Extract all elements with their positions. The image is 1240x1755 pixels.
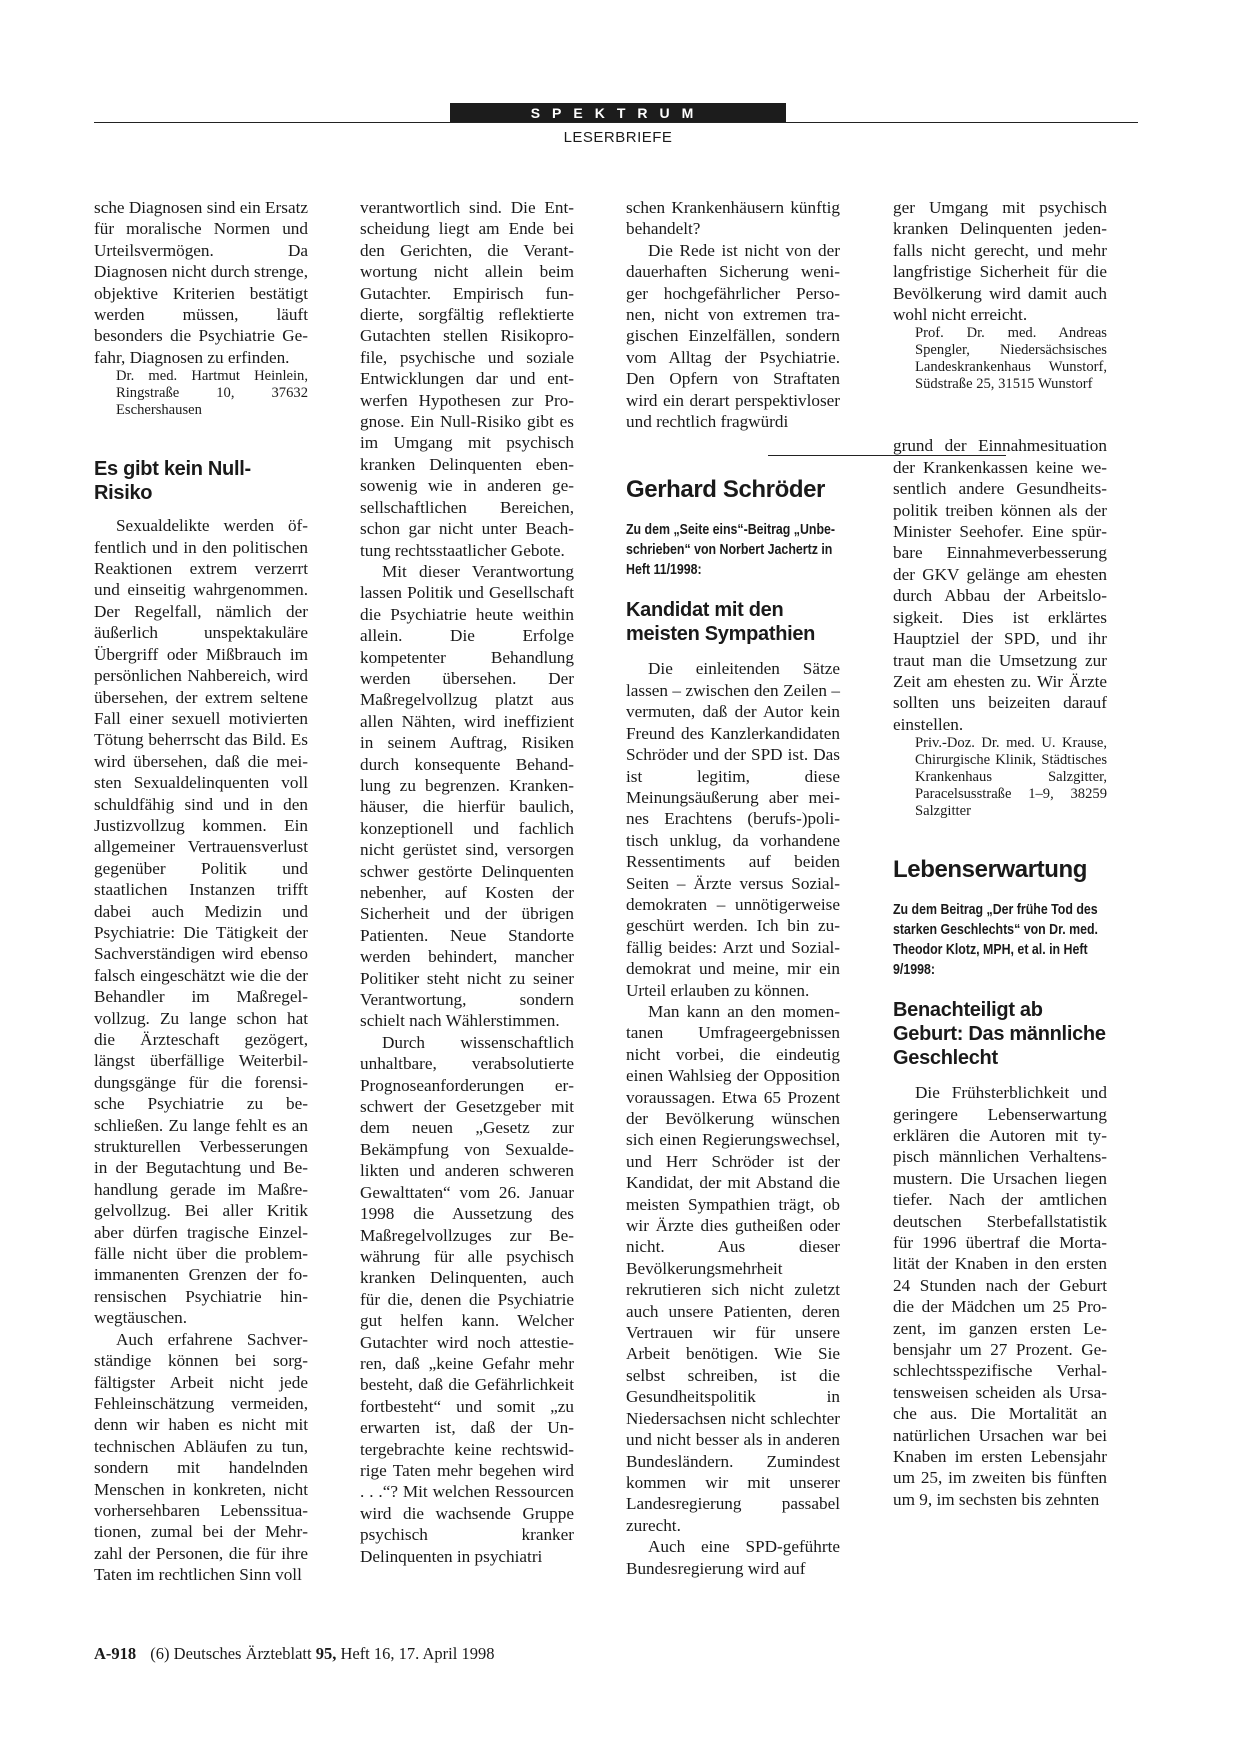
section-heading: Lebenserwartung [893, 856, 1088, 884]
column-4 [893, 197, 1107, 1510]
letter-paragraph: Auch erfahrene Sachverständige können bei sorgfältigster Arbeit nicht jede Fehleinschätzung vermeiden, denn wir haben es nicht mit technischen Abläufen zu tun, sondern mit handelnden Menschen in konkreten, nicht vorhersehbaren Lebenssituationen, zumal bei der Mehrzahl der Personen, die für ihre Taten im rechtlichen Sinn voll [94, 1329, 308, 1585]
letter-signature: Dr. med. Hartmut Heinlein, Ringstraße 10, 37632 Eschershausen [116, 368, 308, 419]
page-number: A-918 [94, 1644, 137, 1663]
citation-volume: 95, [315, 1644, 337, 1663]
citation-suffix: Heft 16, 17. April 1998 [340, 1644, 495, 1663]
column-3 [626, 197, 840, 1579]
article-heading: Kandidat mit den meisten Sympathien [626, 599, 816, 646]
letter-paragraph: Auch eine SPD-geführte Bundesregierung wird auf [626, 1537, 840, 1578]
letter-paragraph: grund der Einnahmesituation der Krankenkassen keine wesentlich andere Gesundheitspolitik treiben können als der Minister Seehofer. Eine spürbare Einnahmeverbesserung der GKV gelänge am ehesten durch Abbau der Arbeitslosigkeit. Dies ist erklärtes Hauptziel der SPD, und ihr traut man die Umsetzung zur Zeit am ehesten zu. Wir Ärzte sollten uns beizeiten darauf einstellen. [893, 436, 1107, 734]
letter-paragraph: Die Rede ist nicht von der dauerhaften Sicherung weniger hochgefährlicher Personen, nicht von extremen tragischen Einzelfällen, sondern vom Alltag der Psychiatrie. Den Opfern von Straftaten wird ein derart perspektivloser und rechtlich fragwürdi [626, 240, 840, 432]
subsection-title: LESERBRIEFE [563, 129, 673, 146]
letter-paragraph: Durch wissenschaftlich unhaltbare, verabsolutierte Prognoseanforderungen erschwert der Gesetzgeber mit dem neuen „Gesetz zur Bekämpfung von Sexualdelikten und anderen schweren Gewalttaten“ vom 26. Januar 1998 die Aussetzung des Maßregelvollzuges zur Bewährung für alle psychisch kranken Delinquenten, auch für die, denen die Psychiatrie gut helfen kann. Welcher Gutachter wird noch attestieren, daß „keine Gefahr mehr besteht, daß die Gefährlichkeit fortbesteht“ und somit „zu erwarten ist, daß der Untergebrachte keine rechtswidrige Taten mehr begehen wird . . .“? Mit welchen Ressourcen wird die wachsende Gruppe psychisch kranker Delinquenten in psychiatri [360, 1032, 574, 1566]
letter-paragraph: verantwortlich sind. Die Entscheidung liegt am Ende bei den Gerichten, die Verantwortung nicht allein beim Gutachter. Empirisch fundierte, sorgfältig reflektierte Gutachten stellen Risikoprofile, psychische und soziale Entwicklungen dar und entwerfen Hypothesen zur Prognose. Ein Null-Risiko gibt es im Umgang mit psychisch kranken Delinquenten ebensowenig wie in anderen gesellschaftlichen Bereichen, schon gar nicht unter Beachtung rechtsstaatlicher Gebote. [360, 198, 574, 560]
reference-line: Zu dem Beitrag „Der frühe Tod des starken Geschlechts“ von Dr. med. Theodor Klotz, MPH, et al. in Heft 9/1998: [893, 902, 1098, 979]
citation-prefix: (6) Deutsches Ärzteblatt [150, 1644, 312, 1663]
letter-paragraph: Die Frühsterblichkeit und geringere Lebenserwartung erklären die Autoren mit typisch männlichen Verhaltensmustern. Die Ursachen liegen tiefer. Nach der amtlichen deutschen Sterbefallstatistik für 1996 übertraf die Mortalität der Knaben in den ersten 24 Stunden nach der Geburt die der Mädchen um 25 Prozent, im ganzen ersten Lebensjahr um 27 Prozent. Geschlechtsspezifische Verhaltensweisen scheiden als Ursache aus. Die Mortalität an natürlichen Ursachen war bei Knaben im ersten Lebensjahr um 25, im zweiten bis fünften um 9, im sechsten bis zehnten [893, 1083, 1107, 1509]
column-2 [360, 197, 574, 1567]
letter-paragraph: schen Krankenhäusern künftig behandelt? [626, 198, 840, 239]
reference-line: Zu dem „Seite eins“-Beitrag „Unbeschrieben“ von Norbert Jachertz in Heft 11/1998: [626, 522, 836, 579]
page-footer [94, 1644, 494, 1664]
letter-paragraph: Man kann an den momentanen Umfrageergebnissen nicht vorbei, die eindeutig einen Wahlsieg der Opposition voraussagen. Etwa 65 Prozent der Bevölkerung wünschen sich einen Regierungswechsel, und Herr Schröder ist der Kandidat, der mit Abstand die meisten Sympathien trägt, ob wir Ärzte dies gutheißen oder nicht. Aus dieser Bevölkerungsmehrheit rekrutieren sich nicht zuletzt auch unsere Patienten, deren Vertrauen wir für unsere Arbeit benötigen. Wie Sie selbst schreiben, ist die Gesundheitspolitik in Niedersachsen nicht schlechter und nicht besser als in anderen Bundesländern. Zumindest kommen wir mit unserer Landesregierung passabel zurecht. [626, 1001, 840, 1535]
letter-paragraph: Die einleitenden Sätze lassen – zwischen den Zeilen – vermuten, daß der Autor kein Freund des Kanzlerkandidaten Schröder und der SPD ist. Das ist legitim, diese Meinungsäußerung aber meines Erachtens (berufs-)politisch unklug, da vorhandene Ressentiments auf beiden Seiten – Ärzte versus Sozialdemokraten – unnötigerweise geschürt werden. Ich bin zufällig beides: Arzt und Sozialdemokrat und meine, mir ein Urteil erlauben zu können. [626, 659, 840, 1000]
letter-paragraph: sche Diagnosen sind ein Ersatz für moralische Normen und Urteilsvermögen. Da Diagnosen nicht durch strenge, objektive Kriterien bestätigt werden müssen, läuft besonders die Psychiatrie Gefahr, Diagnosen zu erfinden. [94, 198, 308, 367]
article-heading: Benachteiligt ab Geburt: Das männliche Geschlecht [893, 999, 1106, 1070]
column-1 [94, 197, 308, 1586]
section-title: SPEKTRUM [450, 103, 786, 123]
letter-paragraph: ger Umgang mit psychisch kranken Delinquenten jedenfalls nicht gerecht, und mehr langfristige Sicherheit für die Bevölkerung wird damit auch wohl nicht erreicht. [893, 198, 1107, 325]
letter-signature: Prof. Dr. med. Andreas Spengler, Niedersächsisches Landeskrankenhaus Wunstorf, Südstraße 25, 31515 Wunstorf [915, 325, 1107, 393]
letter-paragraph: Sexualdelikte werden öffentlich und in den politischen Reaktionen extrem verzerrt und einseitig wahrgenommen. Der Regelfall, nämlich der äußerlich unspektakuläre Übergriff oder Mißbrauch im persönlichen Nahbereich, wird übersehen, der extrem seltene Fall einer sexuell motivierten Tötung beherrscht das Bild. Es wird übersehen, daß die meisten Sexualdelinquenten voll schuldfähig sind und in den Justizvollzug kommen. Ein allgemeiner Vertrauensverlust gegenüber Politik und staatlichen Instanzen trifft dabei auch Medizin und Psychiatrie: Die Tätigkeit der Sachverständigen wird ebenso falsch eingeschätzt wie die der Behandler im Maßregelvollzug. Zu lange schon hat die Ärzteschaft gezögert, längst überfällige Weiterbildungsgänge für die forensische Psychiatrie zu beschließen. Zu lange fehlt es an strukturellen Verbesserungen in der Begutachtung und Behandlung gerade im Maßregelvollzug. Bei aller Kritik aber dürfen tragische Einzelfälle nicht über die problemimmanenten Grenzen der forensischen Psychiatrie hinwegtäuschen. [94, 516, 308, 1328]
article-heading: Es gibt kein Null-Risiko [94, 458, 251, 505]
header-rule [94, 122, 1138, 123]
letter-signature: Priv.-Doz. Dr. med. U. Krause, Chirurgische Klinik, Städtisches Krankenhaus Salzgitter, Paracelsusstraße 1–9, 38259 Salzgitter [915, 735, 1107, 820]
letter-paragraph: Mit dieser Verantwortung lassen Politik und Gesellschaft die Psychiatrie heute weithin allein. Die Erfolge kompetenter Behandlung werden übersehen. Der Maßregelvollzug platzt aus allen Nähten, wird ineffizient in seinem Auftrag, Risiken durch konsequente Behandlung zu begrenzen. Krankenhäuser, die hierfür baulich, konzeptionell und fachlich nicht gerüstet sind, versorgen schwer gestörte Delinquenten nebenher, auf Kosten der Sicherheit und der übrigen Patienten. Neue Standorte werden behindert, mancher Politiker steht nicht zu seiner Verantwortung, sondern schielt nach Wählerstimmen. [360, 561, 574, 1031]
section-heading: Gerhard Schröder [626, 476, 825, 504]
